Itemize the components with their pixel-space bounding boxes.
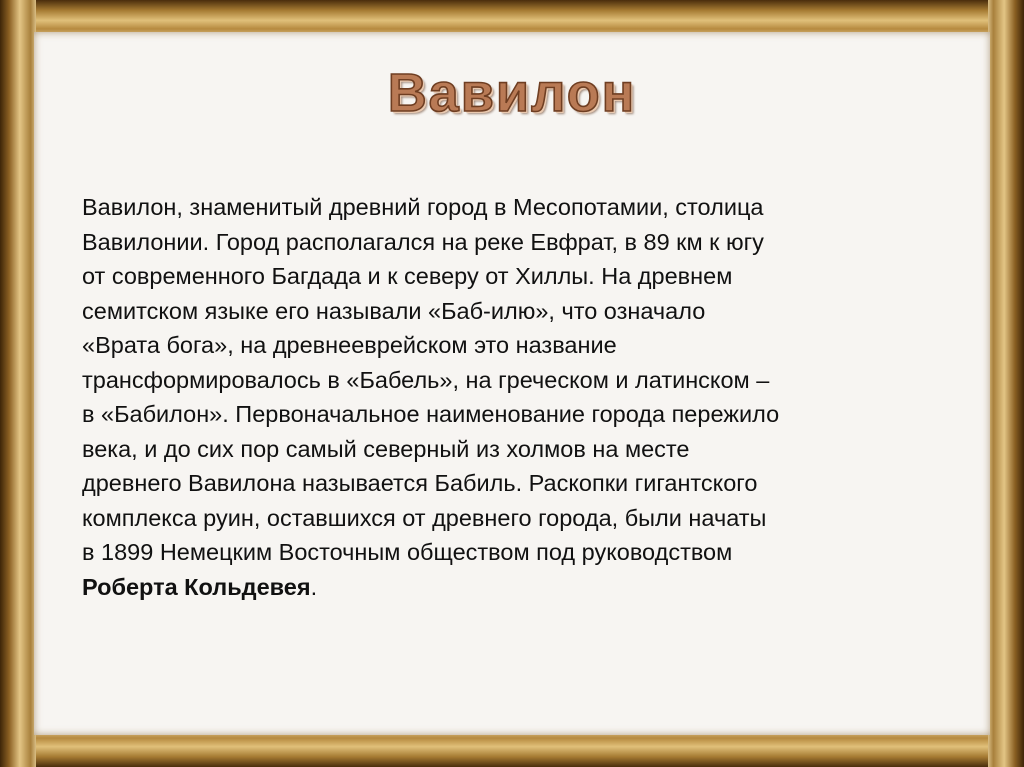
paragraph-line: семитском языке его называли «Баб-илю», что означало xyxy=(82,297,706,324)
sentence-end: . xyxy=(310,573,318,600)
frame-border-bottom xyxy=(0,733,1024,767)
paragraph-line: комплекса руин, оставшихся от древнего города, были начаты xyxy=(82,504,767,531)
paragraph-line: века, и до сих пор самый северный из холмов на месте xyxy=(82,435,690,462)
paragraph-last-line xyxy=(82,570,942,605)
slide-title: Вавилон xyxy=(387,63,637,123)
paragraph-line: Вавилонии. Город располагался на реке Евфрат, в 89 км к югу xyxy=(82,228,764,255)
paragraph-line: «Врата бога», на древнееврейском это название xyxy=(82,332,617,358)
archaeologist-name: Роберта Кольдевея xyxy=(82,573,311,600)
frame-border-top xyxy=(0,0,1024,34)
paragraph-line: Вавилон, знаменитый древний город в Месопотамии, столица xyxy=(82,194,764,220)
paragraph-line: от современного Багдада и к северу от Хиллы. На древнем xyxy=(82,263,733,289)
paragraph-line: в 1899 Немецким Восточным обществом под руководством xyxy=(82,539,733,565)
body-paragraph xyxy=(82,190,942,604)
paragraph-line: древнего Вавилона называется Бабиль. Раскопки гигантского xyxy=(82,470,758,496)
paragraph-line: в «Бабилон». Первоначальное наименование города пережило xyxy=(82,401,780,427)
paragraph-line: трансформировалось в «Бабель», на греческом и латинском – xyxy=(82,366,770,393)
